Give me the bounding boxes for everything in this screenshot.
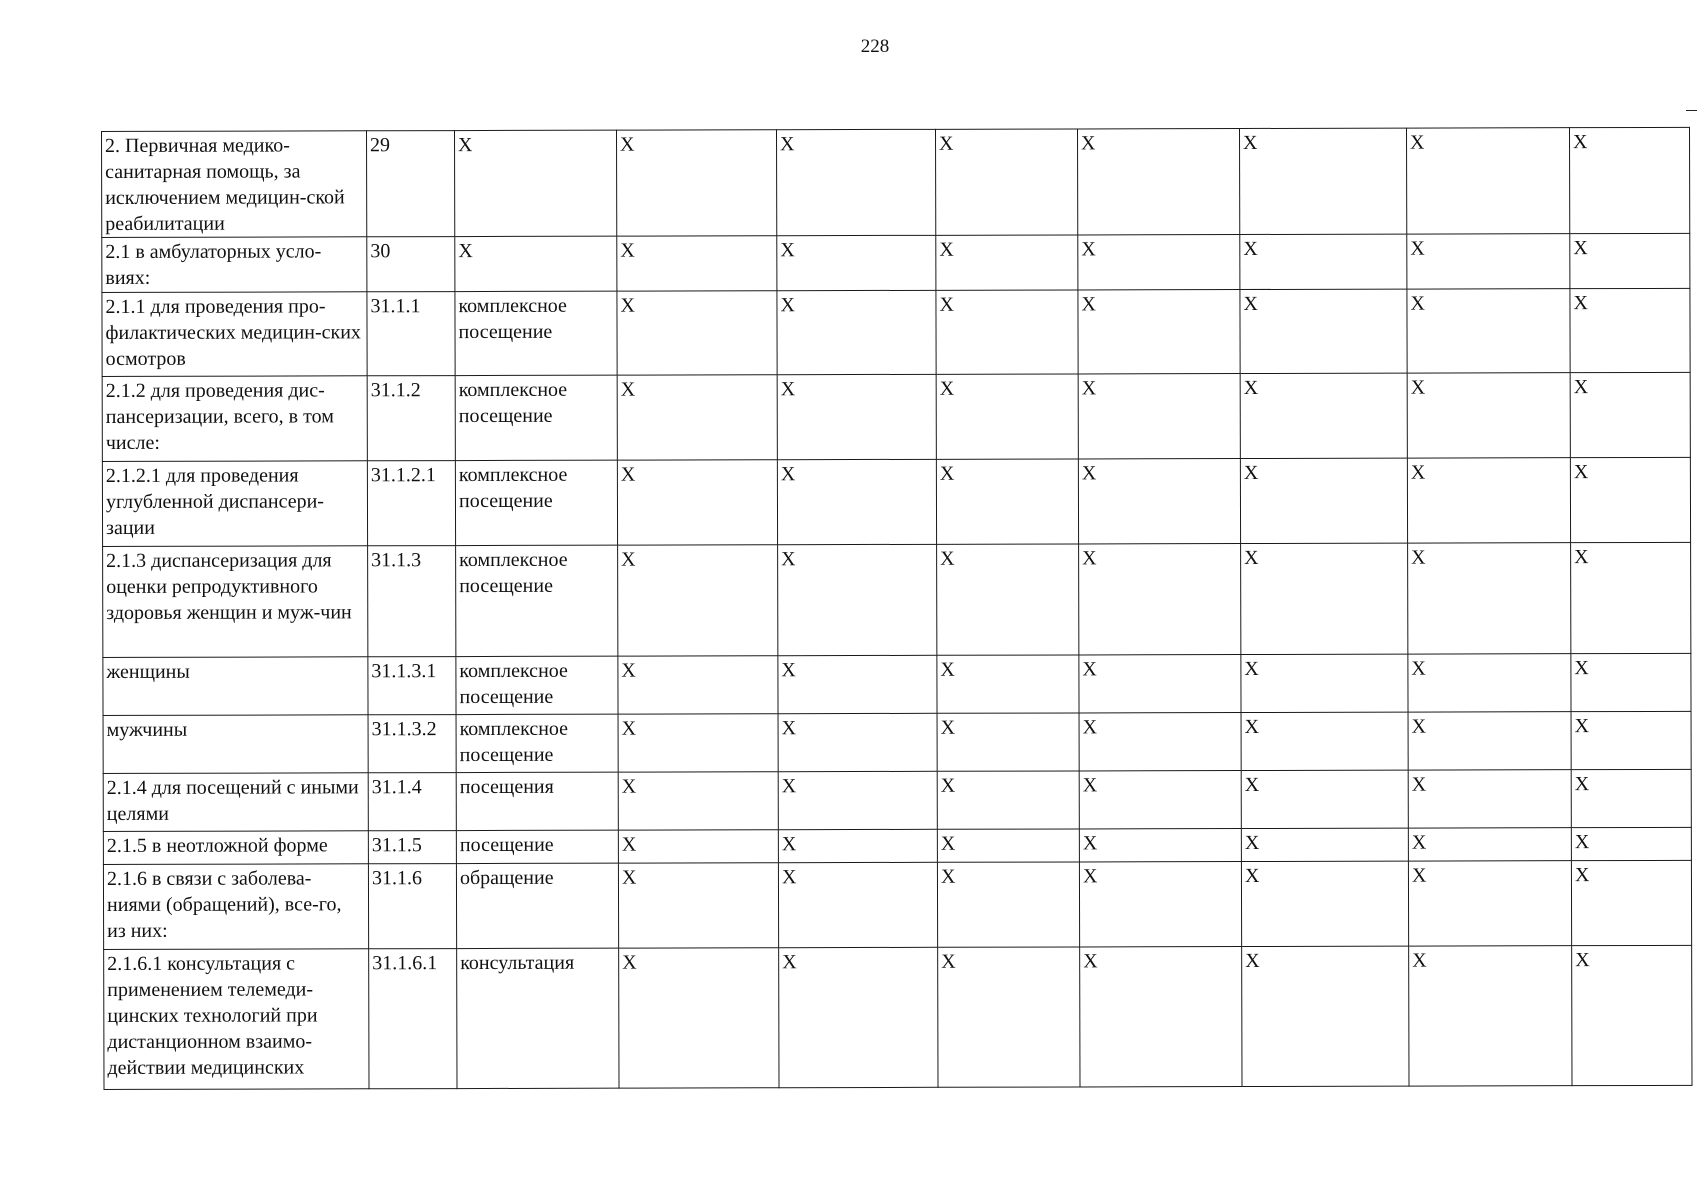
- row-mark-cell: X: [1240, 373, 1407, 458]
- table-row: [104, 945, 1692, 1089]
- row-mark-cell: X: [1241, 712, 1408, 770]
- row-mark-cell: X: [937, 862, 1079, 947]
- row-mark-cell: X: [1408, 861, 1571, 946]
- row-mark-cell: X: [618, 714, 778, 772]
- row-mark-cell: X: [617, 375, 777, 460]
- row-mark-cell: X: [1240, 458, 1407, 543]
- row-code-cell: 31.1.1: [367, 292, 455, 376]
- row-code-cell: 31.1.2: [367, 376, 455, 461]
- row-mark-cell: X: [778, 544, 937, 655]
- row-unit-cell: комплексное посещение: [456, 656, 618, 714]
- row-mark-cell: X: [619, 948, 779, 1088]
- row-mark-cell: X: [618, 830, 778, 863]
- row-code-cell: 31.1.3: [368, 546, 456, 657]
- row-code-cell: 31.1.3.2: [368, 715, 456, 773]
- row-mark-cell: X: [618, 545, 778, 656]
- row-mark-cell: X: [618, 656, 778, 714]
- row-mark-cell: X: [777, 235, 936, 290]
- row-mark-cell: X: [937, 713, 1079, 771]
- row-mark-cell: X: [1408, 712, 1571, 770]
- table-row: [102, 372, 1690, 461]
- row-name-cell: 2.1.6.1 консультация с применением телемеди-цинских технологий при дистанционном взаимо-действии медицинских: [104, 949, 369, 1090]
- row-mark-cell: X: [1571, 711, 1691, 769]
- row-name-cell: 2. Первичная медико-санитарная помощь, за исключением медицин-ской реабилитации: [102, 131, 367, 238]
- row-mark-cell: X: [1570, 372, 1690, 457]
- row-mark-cell: X: [1079, 544, 1241, 655]
- row-mark-cell: X: [1079, 862, 1241, 947]
- row-mark-cell: X: [1408, 543, 1571, 654]
- row-mark-cell: X: [936, 459, 1078, 544]
- row-mark-cell: X: [1572, 945, 1692, 1085]
- row-mark-cell: X: [1570, 233, 1690, 288]
- row-unit-cell: комплексное посещение: [456, 714, 618, 772]
- row-mark-cell: X: [778, 713, 937, 771]
- row-mark-cell: X: [616, 130, 776, 236]
- row-mark-cell: X: [1077, 129, 1239, 235]
- row-mark-cell: X: [1241, 770, 1408, 828]
- row-mark-cell: X: [1571, 542, 1691, 653]
- row-mark-cell: X: [617, 460, 777, 545]
- row-name-cell: 2.1.2 для проведения дис-пансеризации, всего, в том числе:: [102, 376, 367, 462]
- row-mark-cell: X: [1406, 128, 1569, 234]
- row-unit-cell: X: [455, 130, 617, 236]
- row-mark-cell: X: [937, 655, 1079, 713]
- row-mark-cell: X: [1078, 459, 1240, 544]
- row-mark-cell: X: [1078, 290, 1240, 374]
- row-mark-cell: X: [617, 291, 777, 375]
- row-mark-cell: X: [1241, 654, 1408, 712]
- row-name-cell: 2.1.4 для посещений с иными целями: [103, 773, 368, 832]
- row-mark-cell: X: [1241, 543, 1408, 654]
- row-mark-cell: X: [1408, 654, 1571, 712]
- row-mark-cell: X: [937, 771, 1079, 829]
- row-mark-cell: X: [1079, 655, 1241, 713]
- row-code-cell: 30: [367, 237, 455, 292]
- row-mark-cell: X: [617, 236, 777, 291]
- table-row: [103, 653, 1691, 715]
- row-mark-cell: X: [777, 374, 936, 459]
- row-mark-cell: X: [1407, 289, 1570, 373]
- row-name-cell: 2.1.1 для проведения про-филактических медицин-ских осмотров: [102, 292, 367, 377]
- row-code-cell: 31.1.5: [368, 831, 456, 864]
- row-mark-cell: X: [1570, 288, 1690, 372]
- row-name-cell: 2.1.5 в неотложной форме: [103, 831, 368, 865]
- row-mark-cell: X: [778, 771, 937, 829]
- row-mark-cell: X: [1407, 458, 1570, 543]
- table-row: [102, 233, 1690, 292]
- table-row: [102, 127, 1690, 237]
- row-mark-cell: X: [779, 947, 938, 1087]
- row-mark-cell: X: [1571, 860, 1691, 945]
- row-mark-cell: X: [1242, 946, 1409, 1086]
- row-mark-cell: X: [935, 129, 1077, 235]
- row-mark-cell: X: [937, 544, 1079, 655]
- row-mark-cell: X: [618, 772, 778, 830]
- row-mark-cell: X: [1569, 127, 1689, 233]
- row-name-cell: женщины: [103, 657, 368, 716]
- row-code-cell: 31.1.6: [368, 864, 456, 949]
- row-code-cell: 31.1.2.1: [367, 461, 455, 546]
- table-body: [102, 127, 1693, 1089]
- row-name-cell: 2.1.3 диспансеризация для оценки репродуктивного здоровья женщин и муж-чин: [103, 546, 368, 658]
- row-mark-cell: X: [1407, 373, 1570, 458]
- edge-mark: [1686, 110, 1697, 111]
- row-unit-cell: комплексное посещение: [455, 291, 617, 375]
- row-unit-cell: комплексное посещение: [455, 375, 617, 460]
- row-mark-cell: X: [1079, 829, 1241, 862]
- table-row: [103, 860, 1691, 949]
- row-mark-cell: X: [778, 862, 937, 947]
- row-mark-cell: X: [1079, 713, 1241, 771]
- row-mark-cell: X: [938, 947, 1080, 1087]
- row-mark-cell: X: [936, 235, 1078, 290]
- row-name-cell: 2.1.6 в связи с заболева-ниями (обращений), все-го, из них:: [103, 864, 368, 950]
- row-mark-cell: X: [1407, 234, 1570, 289]
- row-mark-cell: X: [1240, 234, 1407, 289]
- data-table: [101, 127, 1693, 1090]
- row-mark-cell: X: [1408, 770, 1571, 828]
- row-unit-cell: консультация: [457, 948, 619, 1088]
- row-mark-cell: X: [777, 459, 936, 544]
- row-mark-cell: X: [777, 290, 936, 374]
- row-unit-cell: обращение: [456, 863, 618, 948]
- row-mark-cell: X: [618, 863, 778, 948]
- row-code-cell: 29: [367, 131, 455, 237]
- row-mark-cell: X: [936, 374, 1078, 459]
- row-name-cell: 2.1 в амбулаторных усло-виях:: [102, 237, 367, 293]
- row-unit-cell: X: [455, 236, 617, 291]
- row-mark-cell: X: [1240, 289, 1407, 373]
- row-unit-cell: посещение: [456, 830, 618, 863]
- table-row: [103, 542, 1691, 657]
- table-row: [103, 711, 1691, 773]
- row-unit-cell: посещения: [456, 772, 618, 830]
- row-code-cell: 31.1.4: [368, 773, 456, 831]
- table-row: [102, 288, 1690, 376]
- row-name-cell: мужчины: [103, 715, 368, 774]
- row-mark-cell: X: [1080, 947, 1242, 1087]
- row-mark-cell: X: [776, 129, 935, 235]
- row-mark-cell: X: [778, 655, 937, 713]
- row-mark-cell: X: [1078, 235, 1240, 290]
- row-mark-cell: X: [937, 829, 1079, 862]
- row-mark-cell: X: [1571, 653, 1691, 711]
- row-mark-cell: X: [778, 829, 937, 862]
- row-mark-cell: X: [1570, 457, 1690, 542]
- row-unit-cell: комплексное посещение: [456, 545, 618, 656]
- row-mark-cell: X: [1571, 827, 1691, 860]
- table-row: [103, 769, 1691, 831]
- row-mark-cell: X: [1079, 771, 1241, 829]
- table-row: [102, 457, 1690, 546]
- row-mark-cell: X: [1571, 769, 1691, 827]
- row-code-cell: 31.1.6.1: [369, 949, 457, 1089]
- row-name-cell: 2.1.2.1 для проведения углубленной диспансери-зации: [102, 461, 367, 547]
- row-code-cell: 31.1.3.1: [368, 657, 456, 715]
- table-row: [103, 827, 1691, 864]
- row-mark-cell: X: [1408, 828, 1571, 861]
- row-mark-cell: X: [1239, 128, 1406, 234]
- row-mark-cell: X: [1241, 828, 1408, 861]
- row-unit-cell: комплексное посещение: [455, 460, 617, 545]
- page-number: 228: [860, 36, 890, 57]
- row-mark-cell: X: [1078, 374, 1240, 459]
- row-mark-cell: X: [936, 290, 1078, 374]
- row-mark-cell: X: [1241, 861, 1408, 946]
- row-mark-cell: X: [1409, 946, 1572, 1086]
